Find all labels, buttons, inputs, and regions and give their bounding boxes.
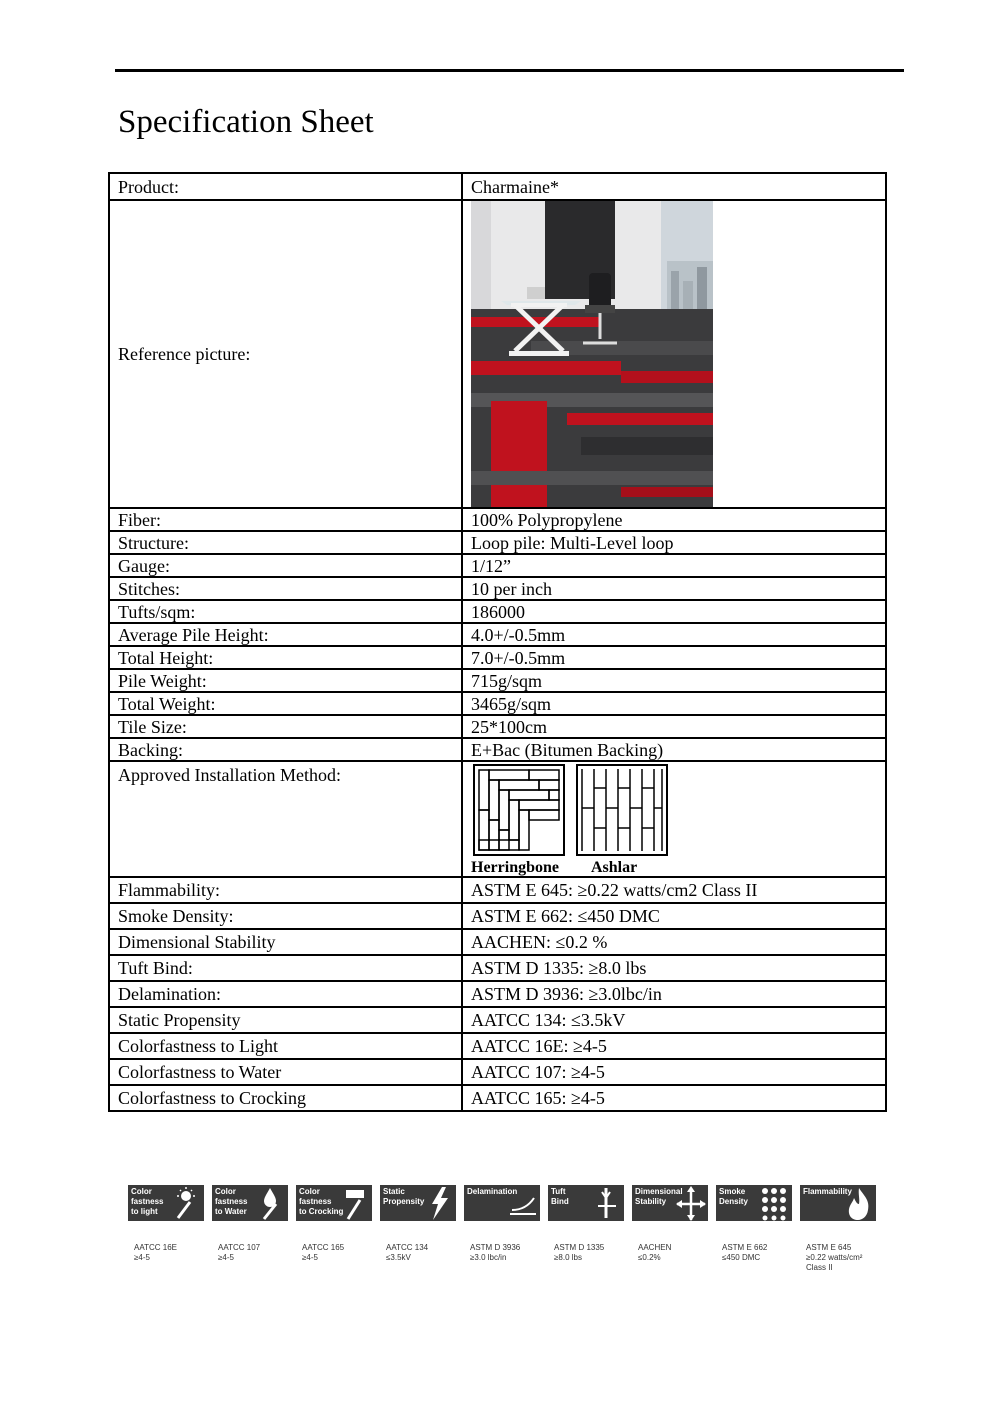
spec-label: Smoke Density: — [109, 903, 462, 929]
herringbone-pattern-icon — [473, 764, 565, 856]
spec-label: Static Propensity — [109, 1007, 462, 1033]
spec-row — [109, 554, 886, 577]
spec-row — [109, 669, 886, 692]
spec-label: Total Height: — [109, 646, 462, 669]
spec-label: Fiber: — [109, 508, 462, 531]
performance-icons-strip — [128, 1185, 888, 1272]
spec-label: Average Pile Height: — [109, 623, 462, 646]
spec-value: ASTM E 645: ≥0.22 watts/cm2 Class II — [462, 877, 886, 903]
spec-value: AACHEN: ≤0.2 % — [462, 929, 886, 955]
spec-value: ASTM D 1335: ≥8.0 lbs — [462, 955, 886, 981]
spec-label: Product: — [109, 173, 462, 200]
icon-value: AATCC 107 ≥4-5 — [218, 1243, 261, 1262]
spec-value: AATCC 165: ≥4-5 — [462, 1085, 886, 1111]
spec-row — [109, 577, 886, 600]
spec-label: Approved Installation Method: — [109, 761, 462, 877]
icon-title: Static Propensity — [383, 1187, 425, 1206]
top-rule — [115, 69, 904, 72]
icon-title: Smoke Density — [719, 1187, 748, 1206]
spec-label: Backing: — [109, 738, 462, 761]
spec-label: Colorfastness to Crocking — [109, 1085, 462, 1111]
spec-label: Total Weight: — [109, 692, 462, 715]
performance-icon-card — [296, 1185, 372, 1263]
spec-value: 715g/sqm — [462, 669, 886, 692]
spec-label: Flammability: — [109, 877, 462, 903]
icon-title: Flammability — [803, 1187, 852, 1196]
icon-tile — [296, 1185, 372, 1221]
spec-row-reference — [109, 200, 886, 508]
reference-picture — [471, 201, 713, 507]
icon-value: ASTM E 645 ≥0.22 watts/cm² Class II — [806, 1243, 863, 1272]
spec-label: Stitches: — [109, 577, 462, 600]
icon-value: AATCC 134 ≤3.5kV — [386, 1243, 429, 1262]
spec-value: 25*100cm — [462, 715, 886, 738]
spec-label: Pile Weight: — [109, 669, 462, 692]
icon-title: Color fastness to Crocking — [299, 1187, 344, 1216]
spec-row — [109, 623, 886, 646]
icon-title: Color fastness to Water — [215, 1187, 248, 1216]
spec-row — [109, 692, 886, 715]
ashlar-pattern-icon — [576, 764, 668, 856]
spec-value: AATCC 107: ≥4-5 — [462, 1059, 886, 1085]
performance-icon-card — [128, 1185, 204, 1263]
spec-row-product — [109, 173, 886, 200]
performance-icon-card — [548, 1185, 624, 1263]
spec-row — [109, 646, 886, 669]
page-title: Specification Sheet — [118, 104, 374, 140]
spec-row — [109, 877, 886, 903]
performance-icon-card — [632, 1185, 708, 1263]
performance-icon-card — [212, 1185, 288, 1263]
spec-value: Loop pile: Multi-Level loop — [462, 531, 886, 554]
spec-row — [109, 981, 886, 1007]
icon-tile — [548, 1185, 624, 1221]
spec-value: 100% Polypropylene — [462, 508, 886, 531]
icon-value: AACHEN ≤0.2% — [638, 1243, 672, 1262]
performance-icon-card — [380, 1185, 456, 1263]
icon-title: Tuft Bind — [551, 1187, 569, 1206]
spec-value: 10 per inch — [462, 577, 886, 600]
icon-value: ASTM D 3936 ≥3.0 lbc/in — [470, 1243, 521, 1262]
spec-row — [109, 715, 886, 738]
spec-row — [109, 1059, 886, 1085]
spec-label: Tuft Bind: — [109, 955, 462, 981]
spec-table — [108, 172, 887, 1112]
spec-label: Structure: — [109, 531, 462, 554]
spec-row — [109, 508, 886, 531]
icon-value: ASTM E 662 ≤450 DMC — [722, 1243, 768, 1262]
spec-label: Gauge: — [109, 554, 462, 577]
icon-title: Color fastness to light — [131, 1187, 164, 1216]
spec-row-installation — [109, 761, 886, 877]
spec-row — [109, 600, 886, 623]
icon-value: AATCC 16E ≥4-5 — [134, 1243, 177, 1262]
ashlar-label: Ashlar — [591, 859, 638, 876]
spec-label: Reference picture: — [109, 200, 462, 508]
herringbone-label: Herringbone — [471, 859, 559, 876]
spec-value: 186000 — [462, 600, 886, 623]
spec-label: Dimensional Stability — [109, 929, 462, 955]
icon-tile — [632, 1185, 708, 1221]
icon-tile — [380, 1185, 456, 1221]
spec-row — [109, 929, 886, 955]
spec-value: 3465g/sqm — [462, 692, 886, 715]
spec-label: Delamination: — [109, 981, 462, 1007]
icon-tile — [212, 1185, 288, 1221]
icon-tile — [464, 1185, 540, 1221]
icon-value: AATCC 165 ≥4-5 — [302, 1243, 345, 1262]
icon-tile — [800, 1185, 876, 1221]
spec-value: ASTM D 3936: ≥3.0lbc/in — [462, 981, 886, 1007]
spec-value: E+Bac (Bitumen Backing) — [462, 738, 886, 761]
performance-icon-card — [464, 1185, 540, 1263]
carpet-room-image — [471, 201, 713, 507]
spec-row — [109, 955, 886, 981]
spec-value: 4.0+/-0.5mm — [462, 623, 886, 646]
performance-icon-card — [716, 1185, 792, 1263]
spec-label: Colorfastness to Light — [109, 1033, 462, 1059]
spec-row — [109, 1033, 886, 1059]
spec-label: Colorfastness to Water — [109, 1059, 462, 1085]
spec-value: Charmaine* — [462, 173, 886, 200]
performance-icon-card — [800, 1185, 876, 1273]
spec-row — [109, 1007, 886, 1033]
spec-row — [109, 738, 886, 761]
spec-row — [109, 1085, 886, 1111]
icon-value: ASTM D 1335 ≥8.0 lbs — [554, 1243, 605, 1262]
spec-row — [109, 903, 886, 929]
spec-value: 7.0+/-0.5mm — [462, 646, 886, 669]
spec-label: Tile Size: — [109, 715, 462, 738]
icon-tile — [128, 1185, 204, 1221]
spec-value: ASTM E 662: ≤450 DMC — [462, 903, 886, 929]
spec-label: Tufts/sqm: — [109, 600, 462, 623]
spec-row — [109, 531, 886, 554]
icon-title: Delamination — [467, 1187, 518, 1196]
spec-value: AATCC 134: ≤3.5kV — [462, 1007, 886, 1033]
icon-tile — [716, 1185, 792, 1221]
spec-value: AATCC 16E: ≥4-5 — [462, 1033, 886, 1059]
spec-value: 1/12” — [462, 554, 886, 577]
icon-title: Dimensional Stability — [635, 1187, 683, 1206]
